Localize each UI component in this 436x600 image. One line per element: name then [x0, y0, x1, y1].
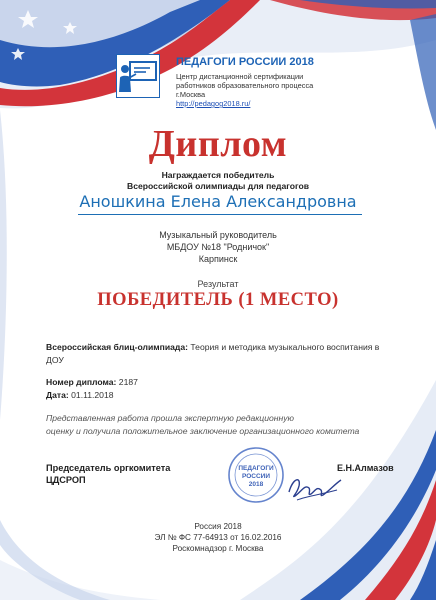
chair-title-line-1: Председатель оргкомитета — [46, 463, 171, 473]
diploma-date-value: 01.11.2018 — [68, 390, 114, 400]
diploma-title: Диплом — [148, 123, 288, 165]
recipient-position: Музыкальный руководитель — [159, 230, 277, 240]
chair-name: Е.Н.Алмазов — [337, 463, 394, 473]
awarded-line-2: Всероссийской олимпиады для педагогов — [127, 181, 309, 191]
result-label: Результат — [197, 279, 239, 289]
handwritten-signature — [283, 470, 345, 504]
organizer-title: ПЕДАГОГИ РОССИИ 2018 — [176, 56, 314, 68]
olympiad-info — [46, 341, 396, 367]
stamp-line-1: ПЕДАГОГИ — [238, 465, 274, 472]
chair-title-line-2: ЦДСРОП — [46, 475, 86, 485]
organizer-city: г.Москва — [176, 90, 206, 99]
diploma-number-value: 2187 — [116, 377, 138, 387]
diploma-number-label: Номер диплома: — [46, 377, 117, 387]
organizer-line-1: Центр дистанционной сертификации — [176, 72, 304, 81]
chair-title — [46, 462, 170, 486]
olympiad-value: Теория и методика музыкального воспитания в ДОУ — [46, 342, 380, 365]
official-stamp — [227, 446, 285, 504]
diploma-date-label: Дата: — [46, 390, 69, 400]
expert-note-line-1: Представленная работа прошла экспертную редакционную — [46, 413, 295, 423]
footer-line-1: Россия 2018 — [194, 522, 242, 531]
recipient-name: Аношкина Елена Александровна — [79, 192, 357, 211]
footer-line-3: Роскомнадзор г. Москва — [172, 544, 264, 553]
diploma-number — [46, 376, 396, 389]
recipient-institution: МБДОУ №18 "Родничок" — [166, 242, 270, 252]
organizer-url-link[interactable]: http://pedagog2018.ru/ — [176, 99, 251, 108]
diploma-date — [46, 389, 396, 402]
awarded-line-1: Награждается победитель — [161, 170, 275, 180]
presentation-board-icon — [116, 54, 160, 98]
recipient-city: Карпинск — [198, 254, 238, 264]
result-value: ПОБЕДИТЕЛЬ (1 МЕСТО) — [97, 290, 339, 310]
organizer-line-2: работников образовательного процесса — [176, 81, 314, 90]
expert-note-line-2: оценку и получила положительное заключение организационного комитета — [46, 426, 360, 436]
footer-line-2: ЭЛ № ФС 77-64913 от 16.02.2016 — [154, 533, 282, 542]
recipient-underline — [78, 214, 362, 215]
stamp-line-3: 2018 — [248, 481, 264, 488]
olympiad-label: Всероссийская блиц-олимпиада: — [46, 342, 189, 352]
stamp-line-2: РОССИИ — [241, 473, 271, 480]
